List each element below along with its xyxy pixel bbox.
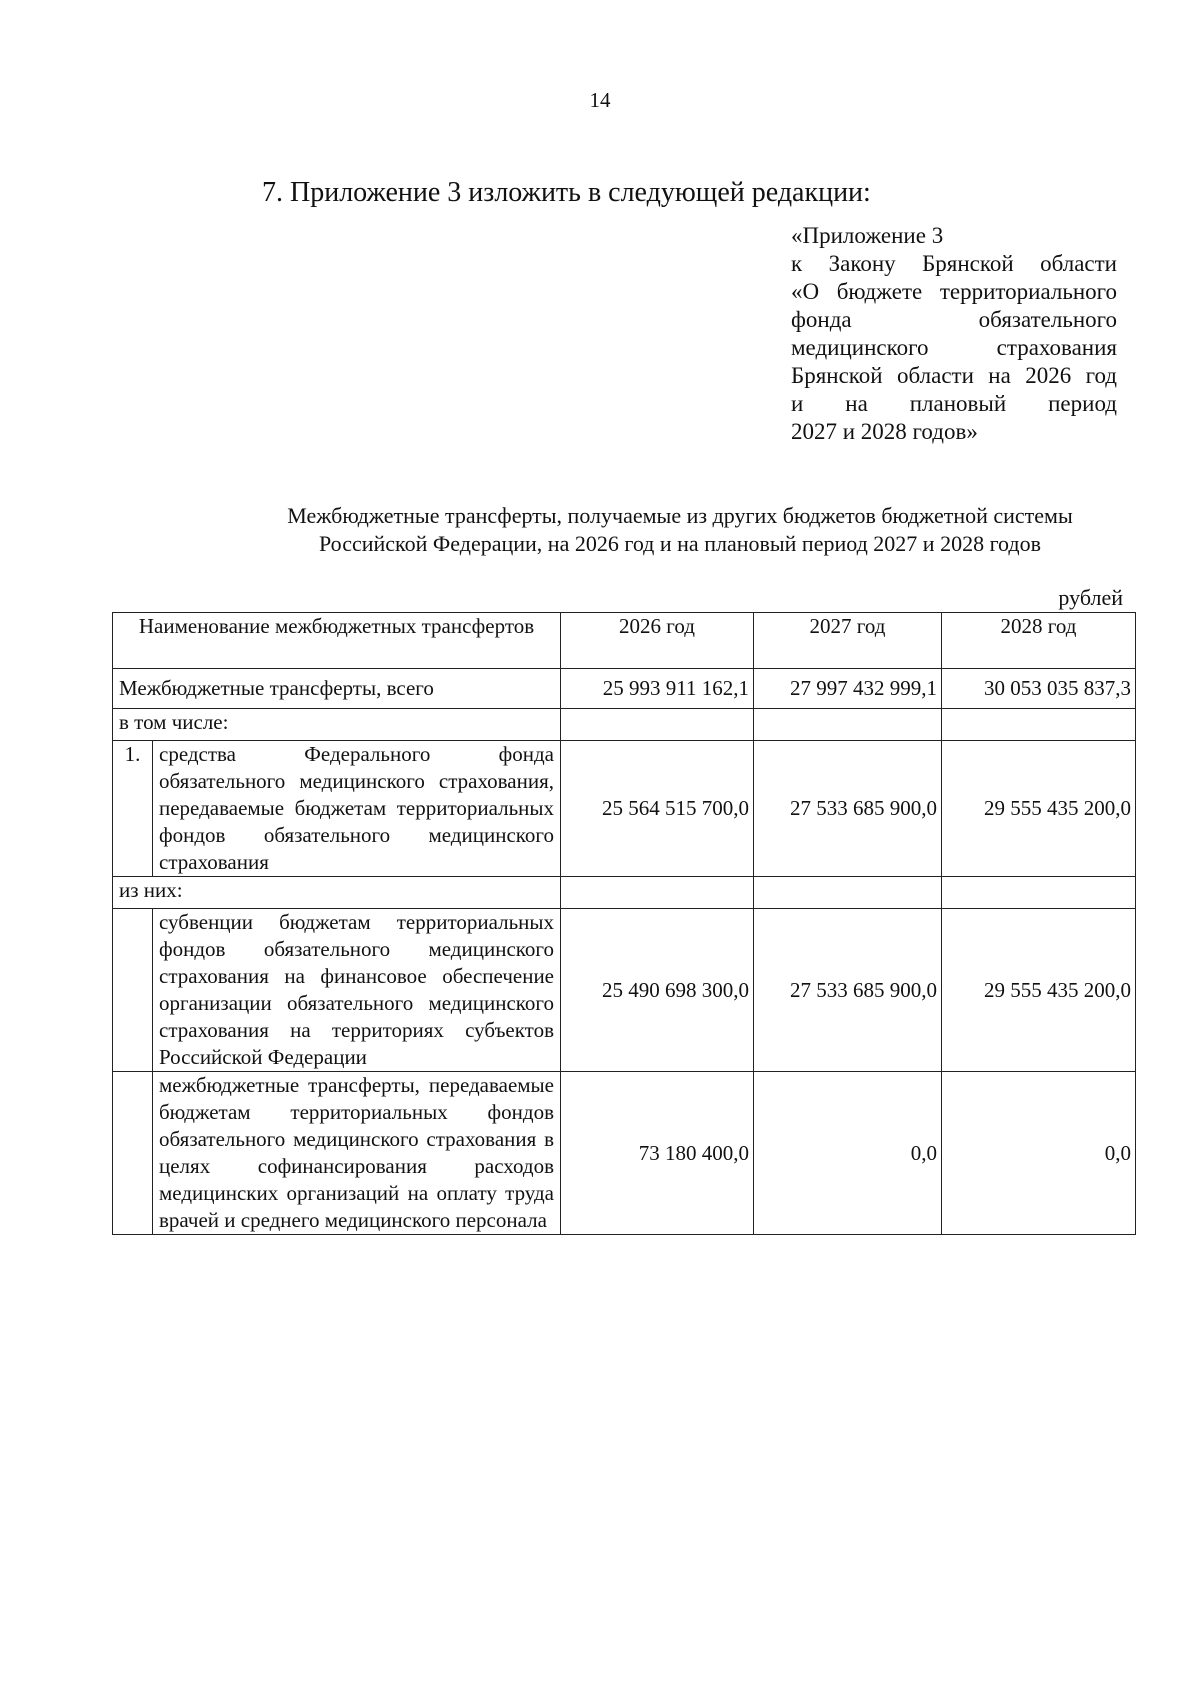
empty-index-cell: [113, 909, 153, 1072]
sub-1-name: субвенции бюджетам территориальных фондов обязательного медицинского страхования на финансовое обеспечение организации обязательного медицинского страхования на территориях субъектов Российской Федерации: [153, 909, 561, 1072]
appendix-line: Брянской области на 2026 год: [791, 363, 1117, 388]
appendix-line: 2027 и 2028 годов»: [791, 419, 978, 444]
header-2028: 2028 год: [942, 613, 1136, 669]
empty-cell: [754, 877, 942, 909]
table-row-sub-1: [113, 909, 1136, 1072]
page-number: 14: [589, 88, 611, 112]
appendix-line: «Приложение 3: [791, 223, 944, 248]
unit-label: рублей: [1058, 585, 1123, 610]
item-1-name: средства Федерального фонда обязательного медицинского страхования, передаваемые бюджетам территориальных фондов обязательного медицинского страхования: [153, 741, 561, 877]
empty-cell: [942, 709, 1136, 741]
transfers-table: [112, 612, 1136, 1235]
total-name: Межбюджетные трансферты, всего: [113, 669, 561, 709]
table-row-including: [113, 709, 1136, 741]
item-1-2026: 25 564 515 700,0: [561, 741, 754, 877]
of-them-label: из них:: [113, 877, 561, 909]
including-label: в том числе:: [113, 709, 561, 741]
item-1-2028: 29 555 435 200,0: [942, 741, 1136, 877]
empty-cell: [942, 877, 1136, 909]
sub-1-2027: 27 533 685 900,0: [754, 909, 942, 1072]
appendix-reference-block: [791, 222, 1117, 446]
header-2027: 2027 год: [754, 613, 942, 669]
table-row-sub-2: [113, 1072, 1136, 1235]
table-row-of-them: [113, 877, 1136, 909]
total-2028: 30 053 035 837,3: [942, 669, 1136, 709]
total-2026: 25 993 911 162,1: [561, 669, 754, 709]
appendix-line: «О бюджете территориального: [791, 279, 1117, 304]
table-row-total: [113, 669, 1136, 709]
sub-2-2027: 0,0: [754, 1072, 942, 1235]
table-row-item-1: [113, 741, 1136, 877]
item-1-2027: 27 533 685 900,0: [754, 741, 942, 877]
empty-cell: [561, 709, 754, 741]
appendix-line: и на плановый период: [791, 391, 1117, 416]
title-line-2: Российской Федерации, на 2026 год и на плановый период 2027 и 2028 годов: [318, 531, 1041, 556]
empty-index-cell: [113, 1072, 153, 1235]
empty-cell: [561, 877, 754, 909]
appendix-line: фонда обязательного: [791, 307, 1117, 332]
sub-2-2026: 73 180 400,0: [561, 1072, 754, 1235]
table-header-row: [113, 613, 1136, 669]
sub-1-2026: 25 490 698 300,0: [561, 909, 754, 1072]
title-line-1: Межбюджетные трансферты, получаемые из других бюджетов бюджетной системы: [287, 503, 1073, 528]
total-2027: 27 997 432 999,1: [754, 669, 942, 709]
sub-1-2028: 29 555 435 200,0: [942, 909, 1136, 1072]
item-1-index: 1.: [113, 741, 153, 877]
appendix-line: к Закону Брянской области: [791, 251, 1117, 276]
header-2026: 2026 год: [561, 613, 754, 669]
document-title: [240, 502, 1120, 558]
section-heading: 7. Приложение 3 изложить в следующей редакции:: [262, 177, 871, 208]
empty-cell: [754, 709, 942, 741]
appendix-line: медицинского страхования: [791, 335, 1117, 360]
sub-2-2028: 0,0: [942, 1072, 1136, 1235]
header-name: Наименование межбюджетных трансфертов: [113, 613, 561, 669]
sub-2-name: межбюджетные трансферты, передаваемые бюджетам территориальных фондов обязательного медицинского страхования в целях софинансирования расходов медицинских организаций на оплату труда врачей и среднего медицинского персонала: [153, 1072, 561, 1235]
